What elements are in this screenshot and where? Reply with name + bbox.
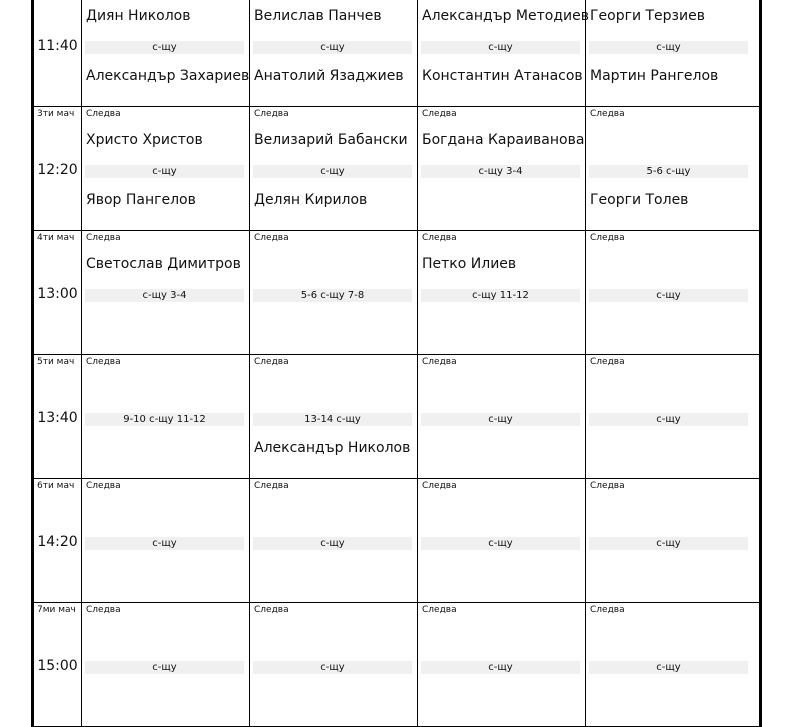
court-cell <box>82 231 250 354</box>
schedule-row <box>34 0 759 107</box>
versus-bar: с-щу <box>85 537 244 550</box>
versus-bar: с-щу <box>253 537 412 550</box>
court-cell <box>82 603 250 726</box>
court-cell <box>586 0 753 106</box>
next-label: Следва <box>254 233 289 243</box>
player-2-name: Анатолий Язаджиев <box>254 68 404 84</box>
player-1-name: Богдана Караиванова <box>422 132 585 148</box>
player-2-name: Явор Пангелов <box>86 192 196 208</box>
versus-bar: с-щу 11-12 <box>421 289 580 302</box>
court-cell <box>250 603 418 726</box>
versus-bar: 5-6 с-щу <box>589 165 748 178</box>
versus-bar: 9-10 с-щу 11-12 <box>85 413 244 426</box>
versus-bar: с-щу 3-4 <box>421 165 580 178</box>
court-cell <box>82 355 250 478</box>
time-cell <box>34 107 82 230</box>
court-cell <box>82 0 250 106</box>
next-label: Следва <box>86 109 121 119</box>
next-label: Следва <box>86 605 121 615</box>
next-label: Следва <box>254 481 289 491</box>
player-2-name: Константин Атанасов <box>422 68 583 84</box>
next-label: Следва <box>422 233 457 243</box>
next-label: Следва <box>86 357 121 367</box>
versus-bar: с-щу <box>85 41 244 54</box>
next-label: Следва <box>254 605 289 615</box>
versus-bar: с-щу <box>421 537 580 550</box>
time-cell <box>34 231 82 354</box>
match-label: 4ти мач <box>37 233 75 243</box>
court-cell <box>82 107 250 230</box>
next-label: Следва <box>590 605 625 615</box>
next-label: Следва <box>590 109 625 119</box>
match-time: 11:40 <box>37 38 78 54</box>
next-label: Следва <box>590 481 625 491</box>
player-1-name: Велислав Панчев <box>254 8 382 24</box>
court-cell <box>418 107 586 230</box>
versus-bar: с-щу <box>253 41 412 54</box>
time-cell <box>34 0 82 106</box>
versus-bar: с-щу <box>589 41 748 54</box>
court-cell <box>586 479 753 602</box>
match-time: 13:00 <box>37 286 78 302</box>
match-label: 3ти мач <box>37 109 75 119</box>
court-cell <box>250 479 418 602</box>
court-cell <box>418 231 586 354</box>
versus-bar: с-щу <box>589 413 748 426</box>
time-cell <box>34 603 82 726</box>
court-cell <box>250 107 418 230</box>
versus-bar: с-щу <box>85 661 244 674</box>
player-2-name: Александър Николов <box>254 440 411 456</box>
schedule-row <box>34 355 759 479</box>
versus-bar: с-щу 3-4 <box>85 289 244 302</box>
next-label: Следва <box>422 605 457 615</box>
player-2-name: Делян Кирилов <box>254 192 368 208</box>
versus-bar: с-щу <box>589 661 748 674</box>
player-1-name: Христо Христов <box>86 132 203 148</box>
court-cell <box>418 479 586 602</box>
court-cell <box>418 0 589 106</box>
player-1-name: Диян Николов <box>86 8 191 24</box>
versus-bar: с-щу <box>253 661 412 674</box>
next-label: Следва <box>590 357 625 367</box>
court-cell <box>250 0 418 106</box>
court-cell <box>418 603 586 726</box>
match-label: 7ми мач <box>37 605 76 615</box>
schedule-row <box>34 479 759 603</box>
next-label: Следва <box>422 481 457 491</box>
versus-bar: с-щу <box>421 41 580 54</box>
player-1-name: Георги Терзиев <box>590 8 705 24</box>
match-label: 5ти мач <box>37 357 75 367</box>
court-cell <box>586 355 753 478</box>
court-cell <box>250 231 418 354</box>
player-2-name: Мартин Рангелов <box>590 68 719 84</box>
schedule-row <box>34 603 759 727</box>
court-cell <box>82 479 250 602</box>
player-2-name: Александър Захариев <box>86 68 250 84</box>
versus-bar: с-щу <box>85 165 244 178</box>
court-cell <box>586 107 753 230</box>
versus-bar: с-щу <box>589 289 748 302</box>
player-1-name: Петко Илиев <box>422 256 517 272</box>
match-time: 14:20 <box>37 534 78 550</box>
match-time: 13:40 <box>37 410 78 426</box>
next-label: Следва <box>590 233 625 243</box>
schedule-row <box>34 231 759 355</box>
next-label: Следва <box>254 109 289 119</box>
match-label: 6ти мач <box>37 481 75 491</box>
time-cell <box>34 479 82 602</box>
next-label: Следва <box>254 357 289 367</box>
versus-bar: с-щу <box>253 165 412 178</box>
versus-bar: 5-6 с-щу 7-8 <box>253 289 412 302</box>
next-label: Следва <box>86 481 121 491</box>
court-cell <box>586 231 753 354</box>
versus-bar: с-щу <box>589 537 748 550</box>
next-label: Следва <box>86 233 121 243</box>
player-1-name: Велизарий Бабански <box>254 132 408 148</box>
versus-bar: с-щу <box>421 661 580 674</box>
player-1-name: Светослав Димитров <box>86 256 241 272</box>
schedule-table <box>31 0 762 727</box>
versus-bar: с-щу <box>421 413 580 426</box>
player-1-name: Александър Методиев <box>422 8 589 24</box>
schedule-row <box>34 107 759 231</box>
player-2-name: Георги Толев <box>590 192 689 208</box>
court-cell <box>418 355 586 478</box>
next-label: Следва <box>422 109 457 119</box>
court-cell <box>586 603 753 726</box>
court-cell <box>250 355 418 478</box>
match-time: 12:20 <box>37 162 78 178</box>
next-label: Следва <box>422 357 457 367</box>
versus-bar: 13-14 с-щу <box>253 413 412 426</box>
time-cell <box>34 355 82 478</box>
match-time: 15:00 <box>37 658 78 674</box>
